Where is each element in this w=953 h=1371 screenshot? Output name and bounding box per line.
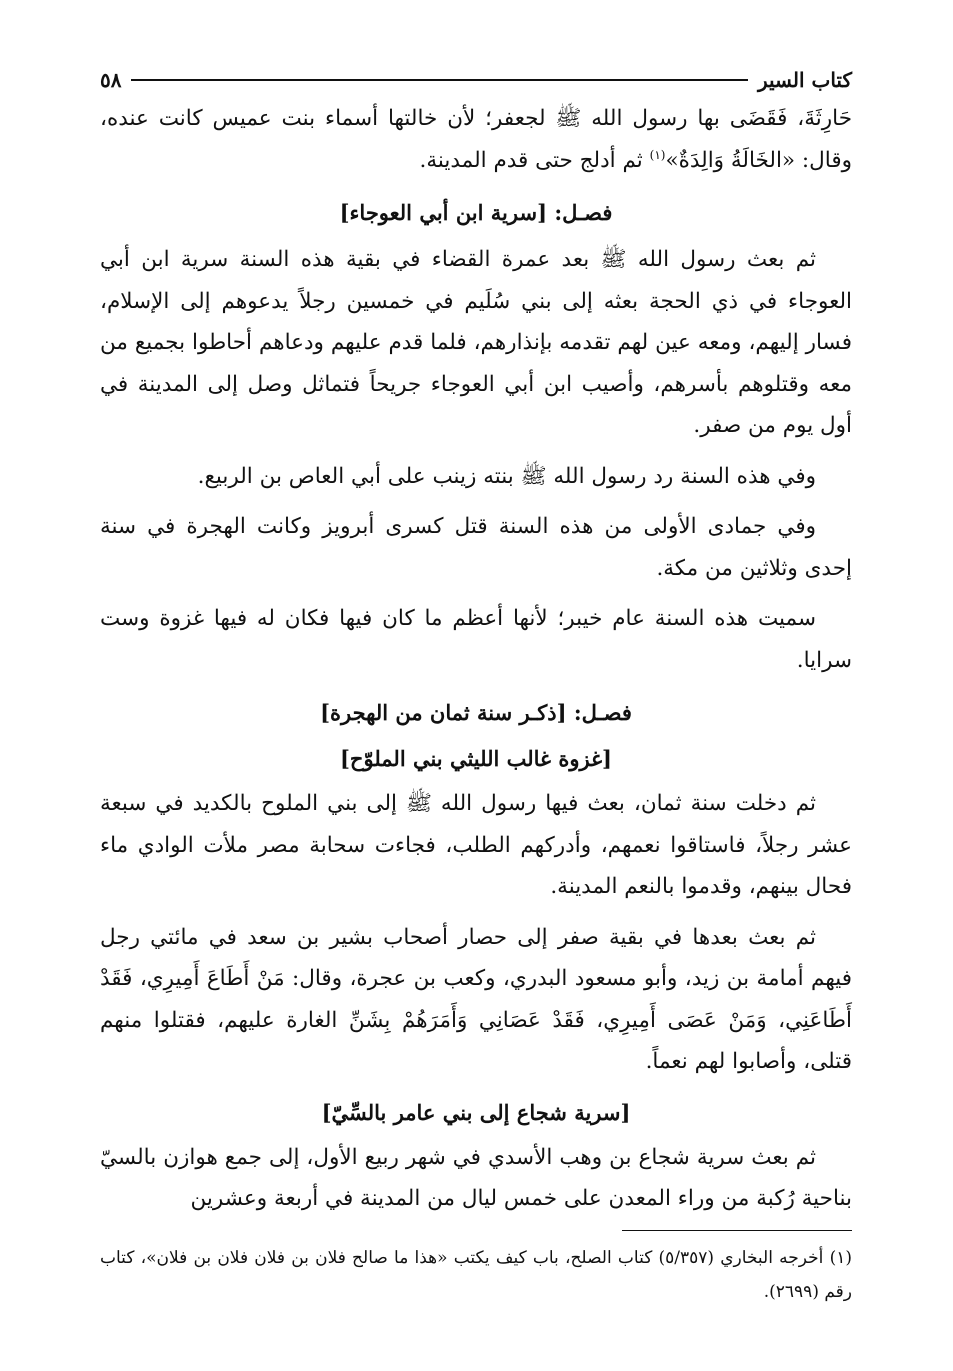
paragraph-3: وفي هذه السنة رد رسول الله ﷺ بنته زينب على أبي العاص بن الربيع. [197, 463, 816, 489]
header-rule [131, 79, 748, 81]
paragraph-1 [100, 98, 852, 181]
footnote-1: (١) أخرجه البخاري (٥/٣٥٧) كتاب الصلح، باب كيف يكتب «هذا ما صالح فلان بن فلان فلان بن فلان»، كتاب رقم (٢٦٩٩). [100, 1248, 852, 1302]
paragraph-5: سميت هذه السنة عام خيبر؛ لأنها أعظم ما كان فيها فكان له فيها غزوة وست سرايا. [100, 606, 852, 673]
paragraph-4: وفي جمادى الأولى من هذه السنة قتل كسرى أبرويز وكانت الهجرة في سنة إحدى وثلاثين من مكة. [100, 514, 852, 581]
section-label: فصـل: [573, 700, 632, 725]
section-heading-2 [100, 693, 852, 733]
paragraph-8: ثم بعث سرية شجاع بن وهب الأسدي في شهر ربيع الأول، إلى جمع هوازن بالسيّ بناحية رُكبة من وراء المعدن على خمس ليال من المدينة في أربعة وعشرين [100, 1144, 852, 1211]
paragraph-2: ثم بعث رسول الله ﷺ بعد عمرة القضاء في بقية هذه السنة سرية ابن أبي العوجاء في ذي الحجة بعثه إلى بني سُلَيم في خمسين رجلاً يدعوهم إلى الإسلام، فسار إليهم، ومعه عين لهم تقدمه بإنذارهم، فلما قدم عليهم ودعاهم أحاطوا بجميع من معه وقتلوهم بأسرهم، وأصيب ابن أبي العوجاء جريحاً فتماثل وصل إلى المدينة في أول يوم من صفر. [100, 247, 852, 438]
page-number: ٥٨ [100, 68, 122, 92]
footnote-rule [622, 1230, 852, 1231]
paragraph-6: ثم دخلت سنة ثمان، بعث فيها رسول الله ﷺ إلى بني الملوح بالكديد في سبعة عشر رجلاً، فاستاقوا نعمهم، وأدركهم الطلب، فجاءت سحابة مصر ملأت الوادي ماء فحال بينهم، وقدموا بالنعم المدينة. [100, 791, 852, 899]
section-heading-1 [100, 193, 852, 233]
running-header [100, 62, 852, 98]
paragraph-1-tail: ثم أدلج حتى قدم المدينة. [419, 147, 650, 173]
section-title: [ذكـر سنة ثمان من الهجرة] [320, 700, 567, 725]
paragraph-7: ثم بعث بعدها في بقية صفر إلى حصار أصحاب بشير بن سعد في مائتي رجل فيهم أمامة بن زيد، وأبو مسعود البدري، وكعب بن عجرة، وقال: مَنْ أَطَاعَ أَمِيرِي، فَقَدْ أَطَاعَنِي، وَمَنْ عَصَى أَمِيرِي، فَقَدْ عَصَانِي وَأَمَرَهُمْ بِشَنِّ الغارة عليهم، فقتلوا منهم قتلى، وأصابوا لهم نعماً. [100, 924, 852, 1074]
subsection-heading-1: [غزوة غالب الليثي بني الملوّح] [339, 746, 612, 771]
paragraph-1-text: حَارِثَةَ، فَقَضَى بها رسول الله ﷺ لجعفر؛ لأن خالتها أسماء بنت عميس كانت عنده، وقال: «الخَالَةُ وَالِدَةٌ» [100, 106, 852, 173]
section-label: فصـل: [554, 200, 613, 225]
subsection-heading-2: [سرية شجاع إلى بني عامر بالسِّيّ] [321, 1099, 631, 1125]
footnote-ref-1[interactable]: (١) [649, 147, 666, 162]
section-title: [سرية ابن أبي العوجاء] [339, 200, 548, 225]
running-title: كتاب السير [757, 68, 852, 92]
footnotes [100, 1230, 852, 1309]
page [100, 62, 852, 1322]
